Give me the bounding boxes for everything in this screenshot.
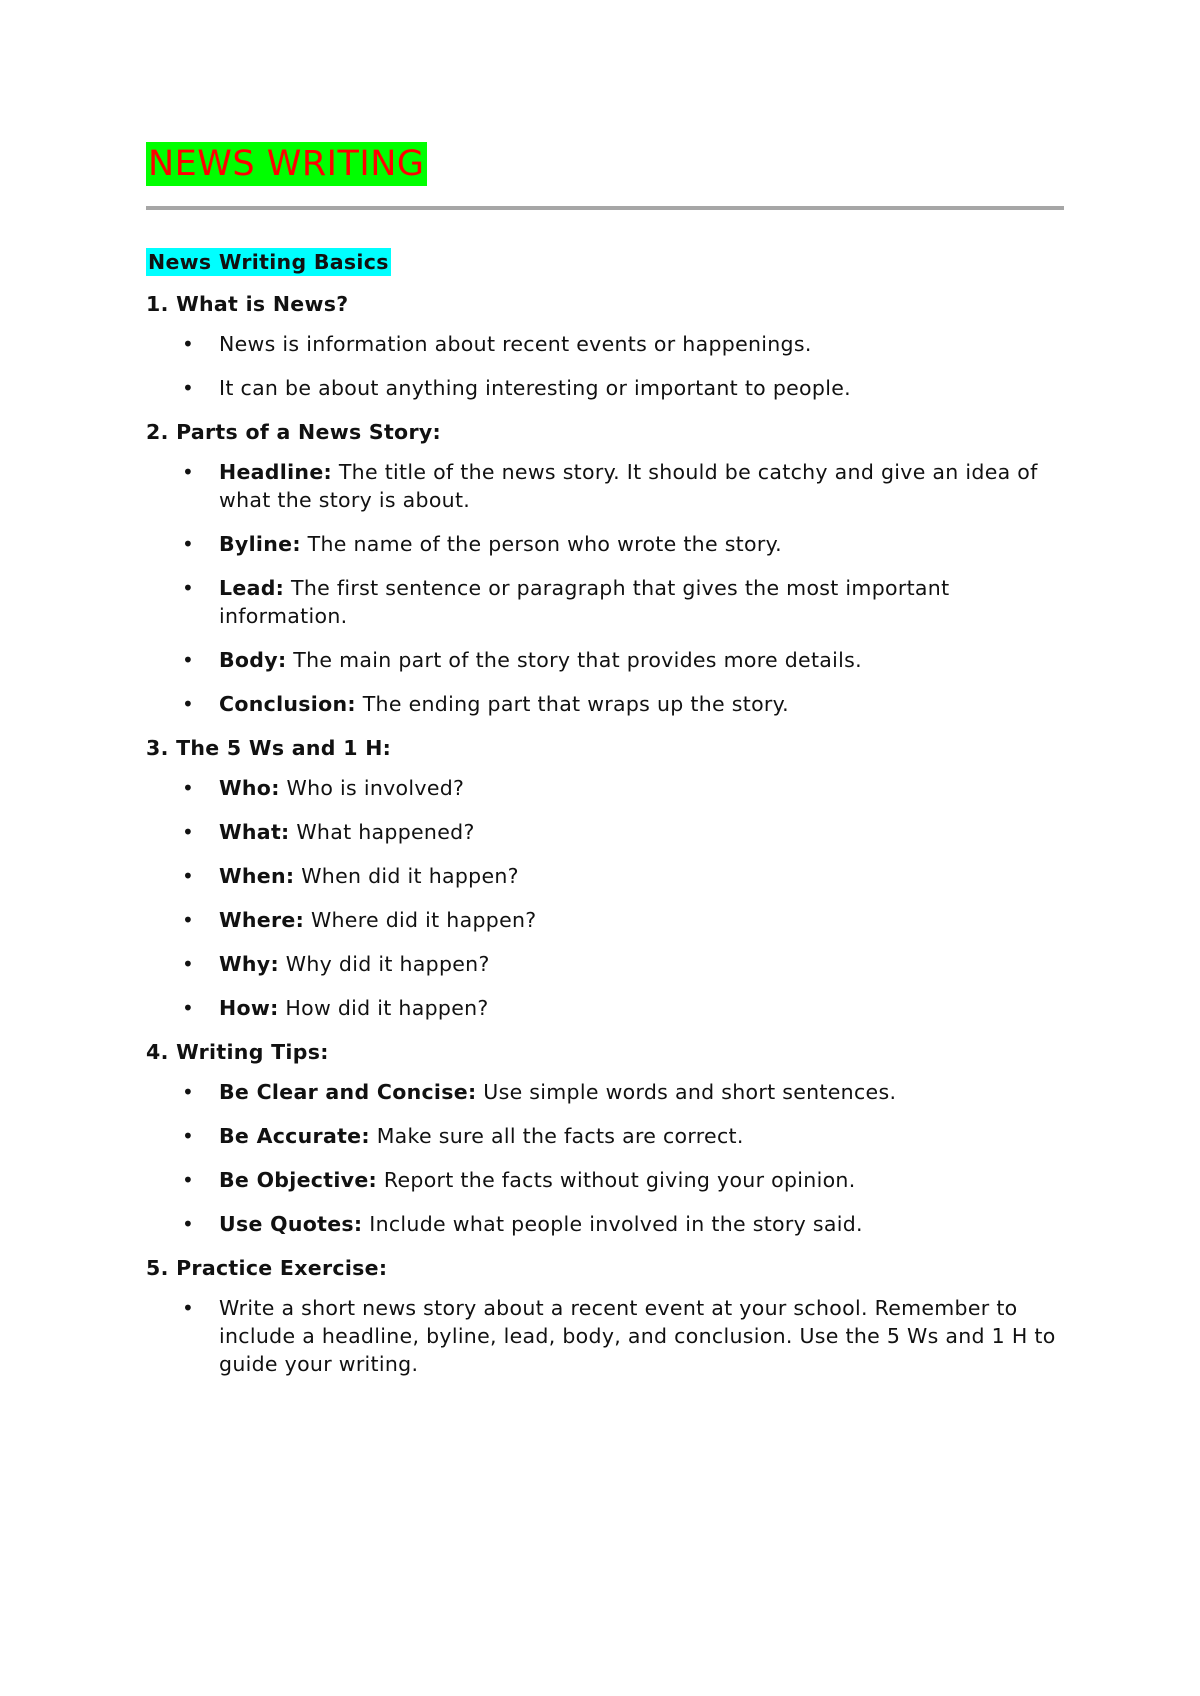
item-text: The title of the news story. It should be catchy and give an idea of what the story is about. (219, 460, 1038, 512)
item-term: Be Clear and Concise: (219, 1080, 477, 1104)
bullet-icon: • (182, 1124, 195, 1148)
item-text: How did it happen? (278, 996, 489, 1020)
list-item (146, 458, 1066, 514)
bullet-list (146, 458, 1066, 718)
bullet-list (146, 1078, 1066, 1238)
bullet-list (146, 774, 1066, 1022)
item-term: Where: (219, 908, 305, 932)
list-item (146, 862, 1066, 890)
list-item (146, 774, 1066, 802)
bullet-icon: • (182, 692, 195, 716)
bullet-icon: • (182, 576, 195, 600)
item-text: The name of the person who wrote the story. (300, 532, 782, 556)
section-5 (146, 1254, 1066, 1378)
item-text: Include what people involved in the story said. (362, 1212, 863, 1236)
list-item (146, 646, 1066, 674)
bullet-icon: • (182, 996, 195, 1020)
item-text: News is information about recent events or happenings. (219, 332, 812, 356)
section-heading: 3. The 5 Ws and 1 H: (146, 736, 392, 760)
document-subtitle: News Writing Basics (148, 250, 389, 274)
bullet-icon: • (182, 1168, 195, 1192)
bullet-list (146, 330, 1066, 402)
section-heading: 5. Practice Exercise: (146, 1256, 388, 1280)
bullet-icon: • (182, 332, 195, 356)
item-text: Write a short news story about a recent event at your school. Remember to include a headline, byline, lead, body, and conclusion. Use the 5 Ws and 1 H to guide your writing. (219, 1296, 1056, 1376)
list-item (146, 374, 1066, 402)
item-term: Be Objective: (219, 1168, 378, 1192)
list-item (146, 1294, 1066, 1378)
section-heading: 1. What is News? (146, 292, 349, 316)
item-term: Why: (219, 952, 279, 976)
list-item (146, 950, 1066, 978)
document-title: NEWS WRITING (148, 144, 425, 184)
item-text: It can be about anything interesting or important to people. (219, 376, 851, 400)
section-3 (146, 734, 1066, 1022)
list-item (146, 530, 1066, 558)
list-item (146, 574, 1066, 630)
bullet-icon: • (182, 820, 195, 844)
item-term: Lead: (219, 576, 285, 600)
bullet-icon: • (182, 1080, 195, 1104)
item-text: Use simple words and short sentences. (476, 1080, 897, 1104)
bullet-icon: • (182, 532, 195, 556)
bullet-icon: • (182, 776, 195, 800)
item-text: Why did it happen? (278, 952, 490, 976)
item-term: Be Accurate: (219, 1124, 370, 1148)
list-item (146, 994, 1066, 1022)
item-text: Report the facts without giving your opinion. (377, 1168, 856, 1192)
document-content (146, 142, 1066, 1378)
sections-container (146, 290, 1066, 1378)
item-text: What happened? (289, 820, 475, 844)
item-term: What: (219, 820, 290, 844)
list-item (146, 330, 1066, 358)
item-text: The first sentence or paragraph that gives the most important information. (219, 576, 950, 628)
section-4 (146, 1038, 1066, 1238)
bullet-icon: • (182, 908, 195, 932)
item-text: The main part of the story that provides more details. (286, 648, 862, 672)
bullet-icon: • (182, 864, 195, 888)
bullet-list (146, 1294, 1066, 1378)
bullet-icon: • (182, 952, 195, 976)
item-text: Where did it happen? (304, 908, 537, 932)
list-item (146, 906, 1066, 934)
section-heading: 4. Writing Tips: (146, 1040, 329, 1064)
bullet-icon: • (182, 1296, 195, 1320)
section-2 (146, 418, 1066, 718)
list-item (146, 1210, 1066, 1238)
item-term: When: (219, 864, 295, 888)
section-heading: 2. Parts of a News Story: (146, 420, 442, 444)
item-term: Conclusion: (219, 692, 356, 716)
list-item (146, 1122, 1066, 1150)
list-item (146, 818, 1066, 846)
list-item (146, 690, 1066, 718)
item-term: Body: (219, 648, 287, 672)
item-term: Use Quotes: (219, 1212, 363, 1236)
item-text: The ending part that wraps up the story. (355, 692, 789, 716)
item-term: How: (219, 996, 279, 1020)
item-text: Make sure all the facts are correct. (369, 1124, 744, 1148)
list-item (146, 1166, 1066, 1194)
section-1 (146, 290, 1066, 402)
item-text: Who is involved? (279, 776, 465, 800)
item-term: Who: (219, 776, 280, 800)
item-text: When did it happen? (294, 864, 519, 888)
bullet-icon: • (182, 1212, 195, 1236)
item-term: Byline: (219, 532, 301, 556)
list-item (146, 1078, 1066, 1106)
bullet-icon: • (182, 460, 195, 484)
item-term: Headline: (219, 460, 333, 484)
bullet-icon: • (182, 376, 195, 400)
bullet-icon: • (182, 648, 195, 672)
